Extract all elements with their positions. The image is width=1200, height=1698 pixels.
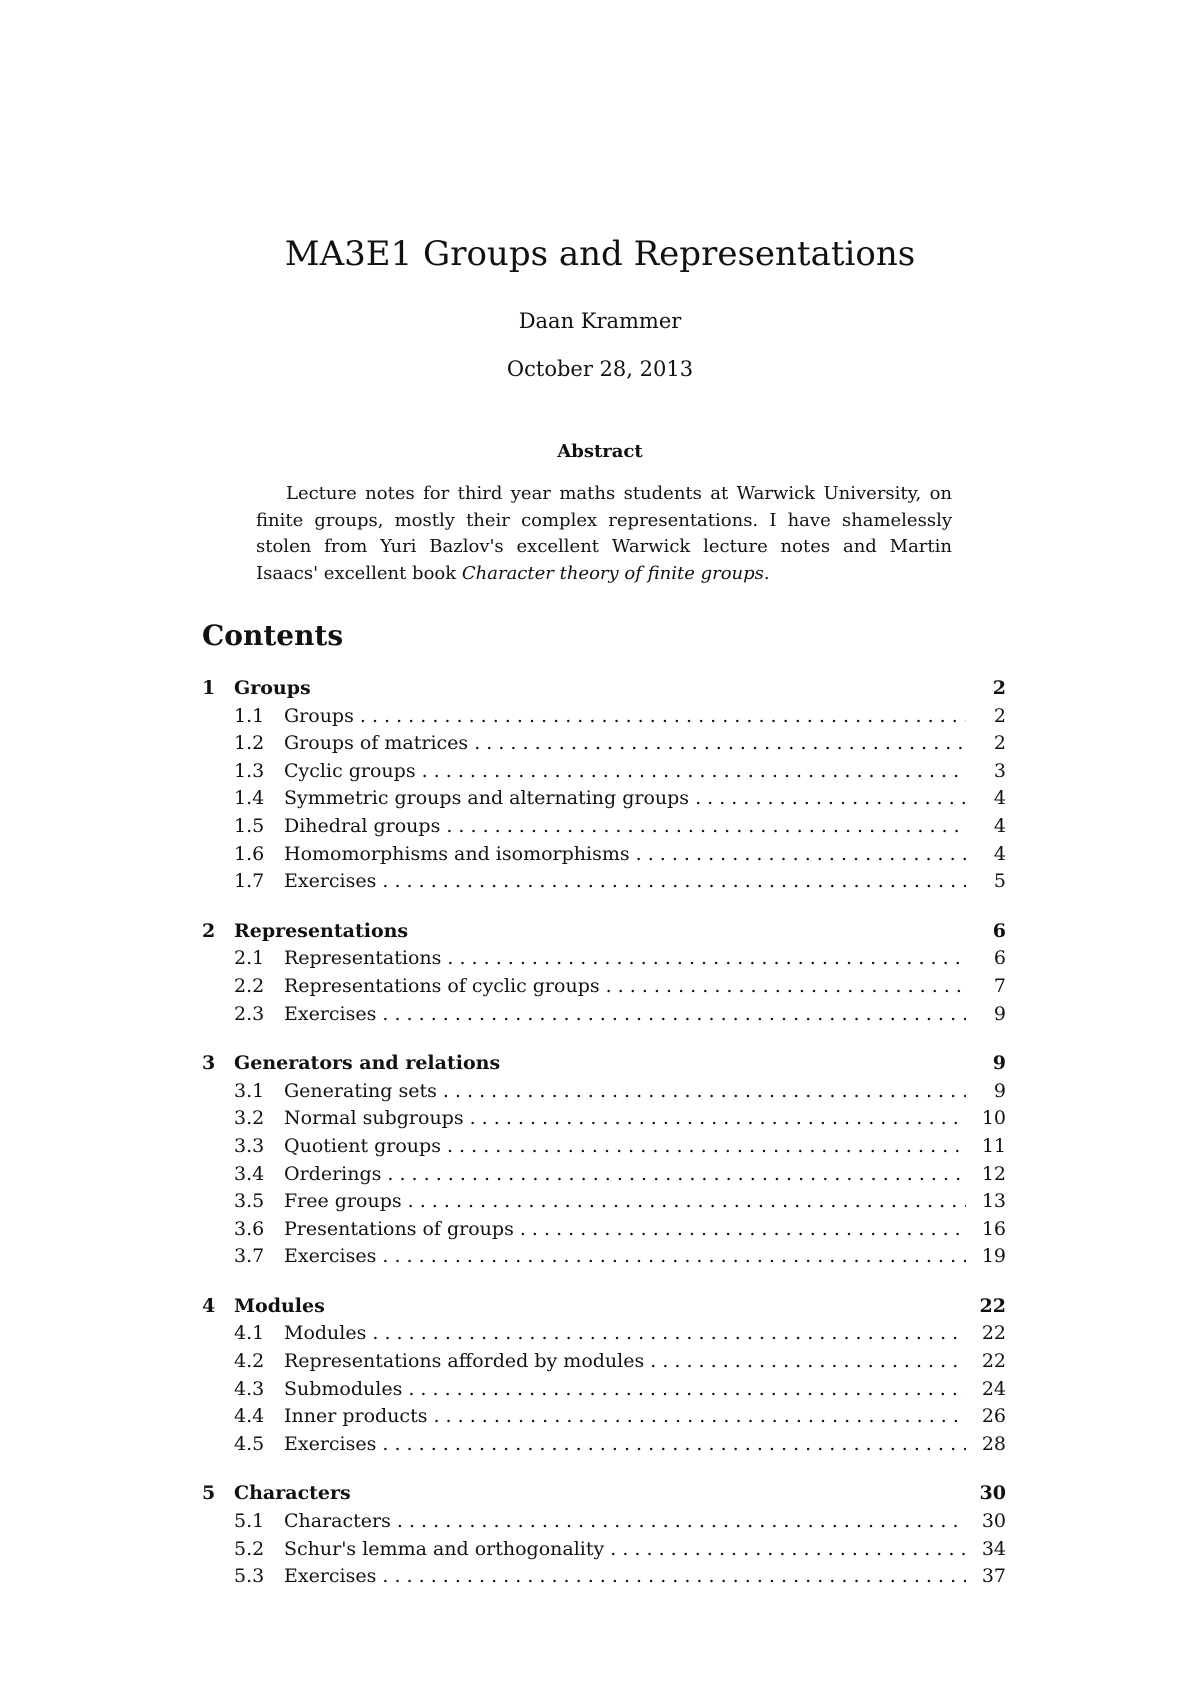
toc-page-number: 12 [981, 1162, 1006, 1185]
toc-entry-subsection[interactable] [202, 758, 1006, 786]
toc-dot-leader [381, 1161, 966, 1189]
toc-page-number: 28 [981, 1432, 1006, 1455]
toc-number: 2.3 [234, 1002, 265, 1025]
toc-page-number: 22 [981, 1350, 1006, 1373]
toc-number: 3.2 [234, 1107, 265, 1130]
toc-number: 5.2 [234, 1537, 265, 1560]
toc-title: Cyclic groups [284, 759, 416, 782]
toc-number: 4.3 [234, 1377, 265, 1400]
toc-section [202, 1293, 1006, 1459]
toc-title: Presentations of groups [284, 1217, 514, 1240]
toc-dot-leader [437, 1078, 966, 1106]
toc-entry-subsection[interactable] [202, 1431, 1006, 1459]
toc-number: 3.5 [234, 1190, 265, 1213]
toc-dot-leader [514, 1216, 966, 1244]
toc-section [202, 1480, 1006, 1590]
toc-title: Groups [234, 677, 311, 699]
toc-number: 3.4 [234, 1162, 265, 1185]
toc-dot-leader [464, 1105, 966, 1133]
toc-entry-section[interactable] [202, 1480, 1006, 1508]
toc-entry-subsection[interactable] [202, 730, 1006, 758]
toc-page-number: 6 [992, 919, 1006, 942]
toc-number: 4.4 [234, 1405, 265, 1428]
toc-title: Generators and relations [234, 1052, 501, 1075]
toc-number: 2.1 [234, 947, 265, 970]
toc-dot-leader [376, 868, 966, 896]
toc-dot-leader [600, 973, 966, 1001]
toc-page-number: 34 [981, 1537, 1006, 1560]
toc-entry-subsection[interactable] [202, 1243, 1006, 1271]
toc-entry-subsection[interactable] [202, 868, 1006, 896]
toc-entry-subsection[interactable] [202, 973, 1006, 1001]
toc-entry-section[interactable] [202, 1050, 1006, 1078]
toc-page-number: 2 [993, 732, 1006, 755]
toc-number: 1.1 [234, 704, 265, 727]
toc-page-number: 2 [992, 677, 1006, 699]
toc-entry-subsection[interactable] [202, 1188, 1006, 1216]
toc-number: 4.2 [234, 1350, 265, 1373]
toc-page-number: 30 [981, 1510, 1006, 1533]
toc-entry-subsection[interactable] [202, 703, 1006, 731]
abstract-book-title: Character theory of finite groups [461, 562, 764, 584]
toc-number: 1.7 [234, 870, 265, 893]
toc-number: 5 [202, 1482, 216, 1505]
abstract-text-end: . [763, 562, 770, 584]
toc-page-number: 7 [993, 974, 1006, 997]
toc-dot-leader [376, 1243, 966, 1271]
toc-number: 4.5 [234, 1432, 265, 1455]
toc-number: 3.1 [234, 1079, 265, 1102]
toc-title: Representations [234, 919, 409, 942]
toc-dot-leader [427, 1403, 966, 1431]
toc-number: 3.3 [234, 1134, 265, 1157]
toc-title: Representations of cyclic groups [284, 974, 600, 997]
toc-page-number: 30 [979, 1482, 1006, 1505]
toc-page-number: 16 [981, 1217, 1006, 1240]
toc-title: Free groups [284, 1190, 402, 1213]
toc-title: Exercises [284, 870, 377, 893]
toc-title: Homomorphisms and isomorphisms [284, 842, 630, 865]
toc-title: Symmetric groups and alternating groups [284, 787, 690, 810]
toc-dot-leader [440, 813, 966, 841]
toc-title: Submodules [284, 1377, 403, 1400]
toc-page-number: 24 [981, 1377, 1006, 1400]
toc-dot-leader [402, 1188, 966, 1216]
toc-dot-leader [441, 945, 966, 973]
toc-number: 1.6 [234, 842, 265, 865]
toc-entry-subsection[interactable] [202, 1348, 1006, 1376]
toc-page-number: 2 [993, 704, 1006, 727]
toc-dot-leader [416, 758, 966, 786]
toc-page-number: 4 [993, 842, 1006, 865]
toc-number: 1.4 [234, 787, 265, 810]
toc-entry-subsection[interactable] [202, 1216, 1006, 1244]
toc-entry-subsection[interactable] [202, 1536, 1006, 1564]
abstract-text: Lecture notes for third year maths students at Warwick University, on finite groups, mostly their complex representations. I have shamelessly stolen from Yuri Bazlov's excellent Warwick lecture notes and Martin Isaacs' excellent book [256, 483, 952, 584]
toc-number: 1.3 [234, 759, 265, 782]
toc-page-number: 9 [993, 1002, 1006, 1025]
toc-dot-leader [630, 841, 966, 869]
toc-title: Representations afforded by modules [284, 1350, 645, 1373]
toc-number: 2 [202, 919, 216, 942]
toc-entry-subsection[interactable] [202, 841, 1006, 869]
toc-entry-subsection[interactable] [202, 1161, 1006, 1189]
toc-entry-subsection[interactable] [202, 813, 1006, 841]
toc-page-number: 9 [992, 1052, 1006, 1075]
document-date: October 28, 2013 [506, 357, 694, 381]
toc-entry-subsection[interactable] [202, 1320, 1006, 1348]
toc-title: Modules [284, 1322, 367, 1345]
toc-title: Normal subgroups [284, 1107, 464, 1130]
toc-number: 2.2 [234, 974, 265, 997]
toc-title: Characters [234, 1482, 351, 1505]
toc-title: Representations [284, 947, 442, 970]
toc-title: Modules [234, 1294, 325, 1317]
toc-title: Exercises [284, 1432, 377, 1455]
toc-title: Exercises [284, 1245, 377, 1268]
toc-dot-leader [376, 1001, 966, 1029]
toc-entry-subsection[interactable] [202, 1508, 1006, 1536]
toc-entry-subsection[interactable] [202, 785, 1006, 813]
toc-dot-leader [441, 1133, 966, 1161]
toc-entry-subsection[interactable] [202, 1133, 1006, 1161]
toc-title: Exercises [284, 1565, 377, 1588]
toc-page-number: 4 [993, 814, 1006, 837]
toc-page-number: 22 [981, 1322, 1006, 1345]
toc-number: 4.1 [234, 1322, 265, 1345]
contents-heading: Contents [202, 619, 344, 652]
toc-title: Characters [284, 1510, 391, 1533]
toc-entry-subsection[interactable] [202, 1078, 1006, 1106]
toc-title: Generating sets [284, 1079, 437, 1102]
toc-dot-leader [376, 1563, 966, 1591]
toc-page-number: 9 [993, 1079, 1006, 1102]
toc-page-number: 37 [981, 1565, 1006, 1588]
toc-number: 1 [202, 677, 216, 699]
toc-page-number: 26 [981, 1405, 1006, 1428]
toc-page-number: 6 [993, 947, 1006, 970]
toc-title: Quotient groups [284, 1134, 441, 1157]
toc-entry-section[interactable] [202, 675, 1006, 703]
abstract-heading: Abstract [557, 441, 643, 462]
toc-page-number: 19 [981, 1245, 1006, 1268]
toc-page-number: 13 [981, 1190, 1006, 1213]
toc-title: Groups of matrices [284, 732, 469, 755]
toc-number: 4 [202, 1294, 216, 1317]
toc-page-number: 10 [981, 1107, 1006, 1130]
toc-number: 3.7 [234, 1245, 265, 1268]
document-author: Daan Krammer [518, 309, 682, 333]
toc-entry-subsection[interactable] [202, 1001, 1006, 1029]
toc-entry-section[interactable] [202, 918, 1006, 946]
toc-dot-leader [391, 1508, 966, 1536]
toc-title: Groups [284, 704, 354, 727]
toc-number: 5.1 [234, 1510, 265, 1533]
toc-number: 5.3 [234, 1565, 265, 1588]
toc-entry-subsection[interactable] [202, 1105, 1006, 1133]
toc-dot-leader [402, 1376, 966, 1404]
toc-dot-leader [644, 1348, 966, 1376]
toc-section [202, 918, 1006, 1028]
toc-number: 3.6 [234, 1217, 265, 1240]
toc-number: 1.5 [234, 814, 265, 837]
toc-number: 1.2 [234, 732, 265, 755]
toc-dot-leader [366, 1320, 966, 1348]
document-title: MA3E1 Groups and Representations [284, 234, 916, 274]
toc-dot-leader [354, 703, 966, 731]
toc-page-number: 22 [979, 1294, 1006, 1317]
toc-title: Inner products [284, 1405, 428, 1428]
toc-title: Schur's lemma and orthogonality [284, 1537, 605, 1560]
toc-page-number: 5 [993, 870, 1006, 893]
toc-section [202, 1050, 1006, 1271]
toc-dot-leader [604, 1536, 966, 1564]
toc-title: Exercises [284, 1002, 377, 1025]
toc-entry-subsection[interactable] [202, 945, 1006, 973]
toc-number: 3 [202, 1052, 216, 1075]
toc-dot-leader [468, 730, 966, 758]
toc-page-number: 4 [993, 787, 1006, 810]
toc-entry-subsection[interactable] [202, 1376, 1006, 1404]
toc-section [202, 675, 1006, 896]
toc-title: Dihedral groups [284, 814, 441, 837]
toc-entry-subsection[interactable] [202, 1403, 1006, 1431]
toc-title: Orderings [284, 1162, 382, 1185]
toc-page-number: 11 [981, 1134, 1006, 1157]
toc-dot-leader [689, 785, 966, 813]
toc-page-number: 3 [993, 759, 1006, 782]
toc-entry-section[interactable] [202, 1293, 1006, 1321]
table-of-contents [202, 675, 1006, 1613]
toc-entry-subsection[interactable] [202, 1563, 1006, 1591]
toc-dot-leader [376, 1431, 966, 1459]
abstract-body [256, 481, 952, 587]
